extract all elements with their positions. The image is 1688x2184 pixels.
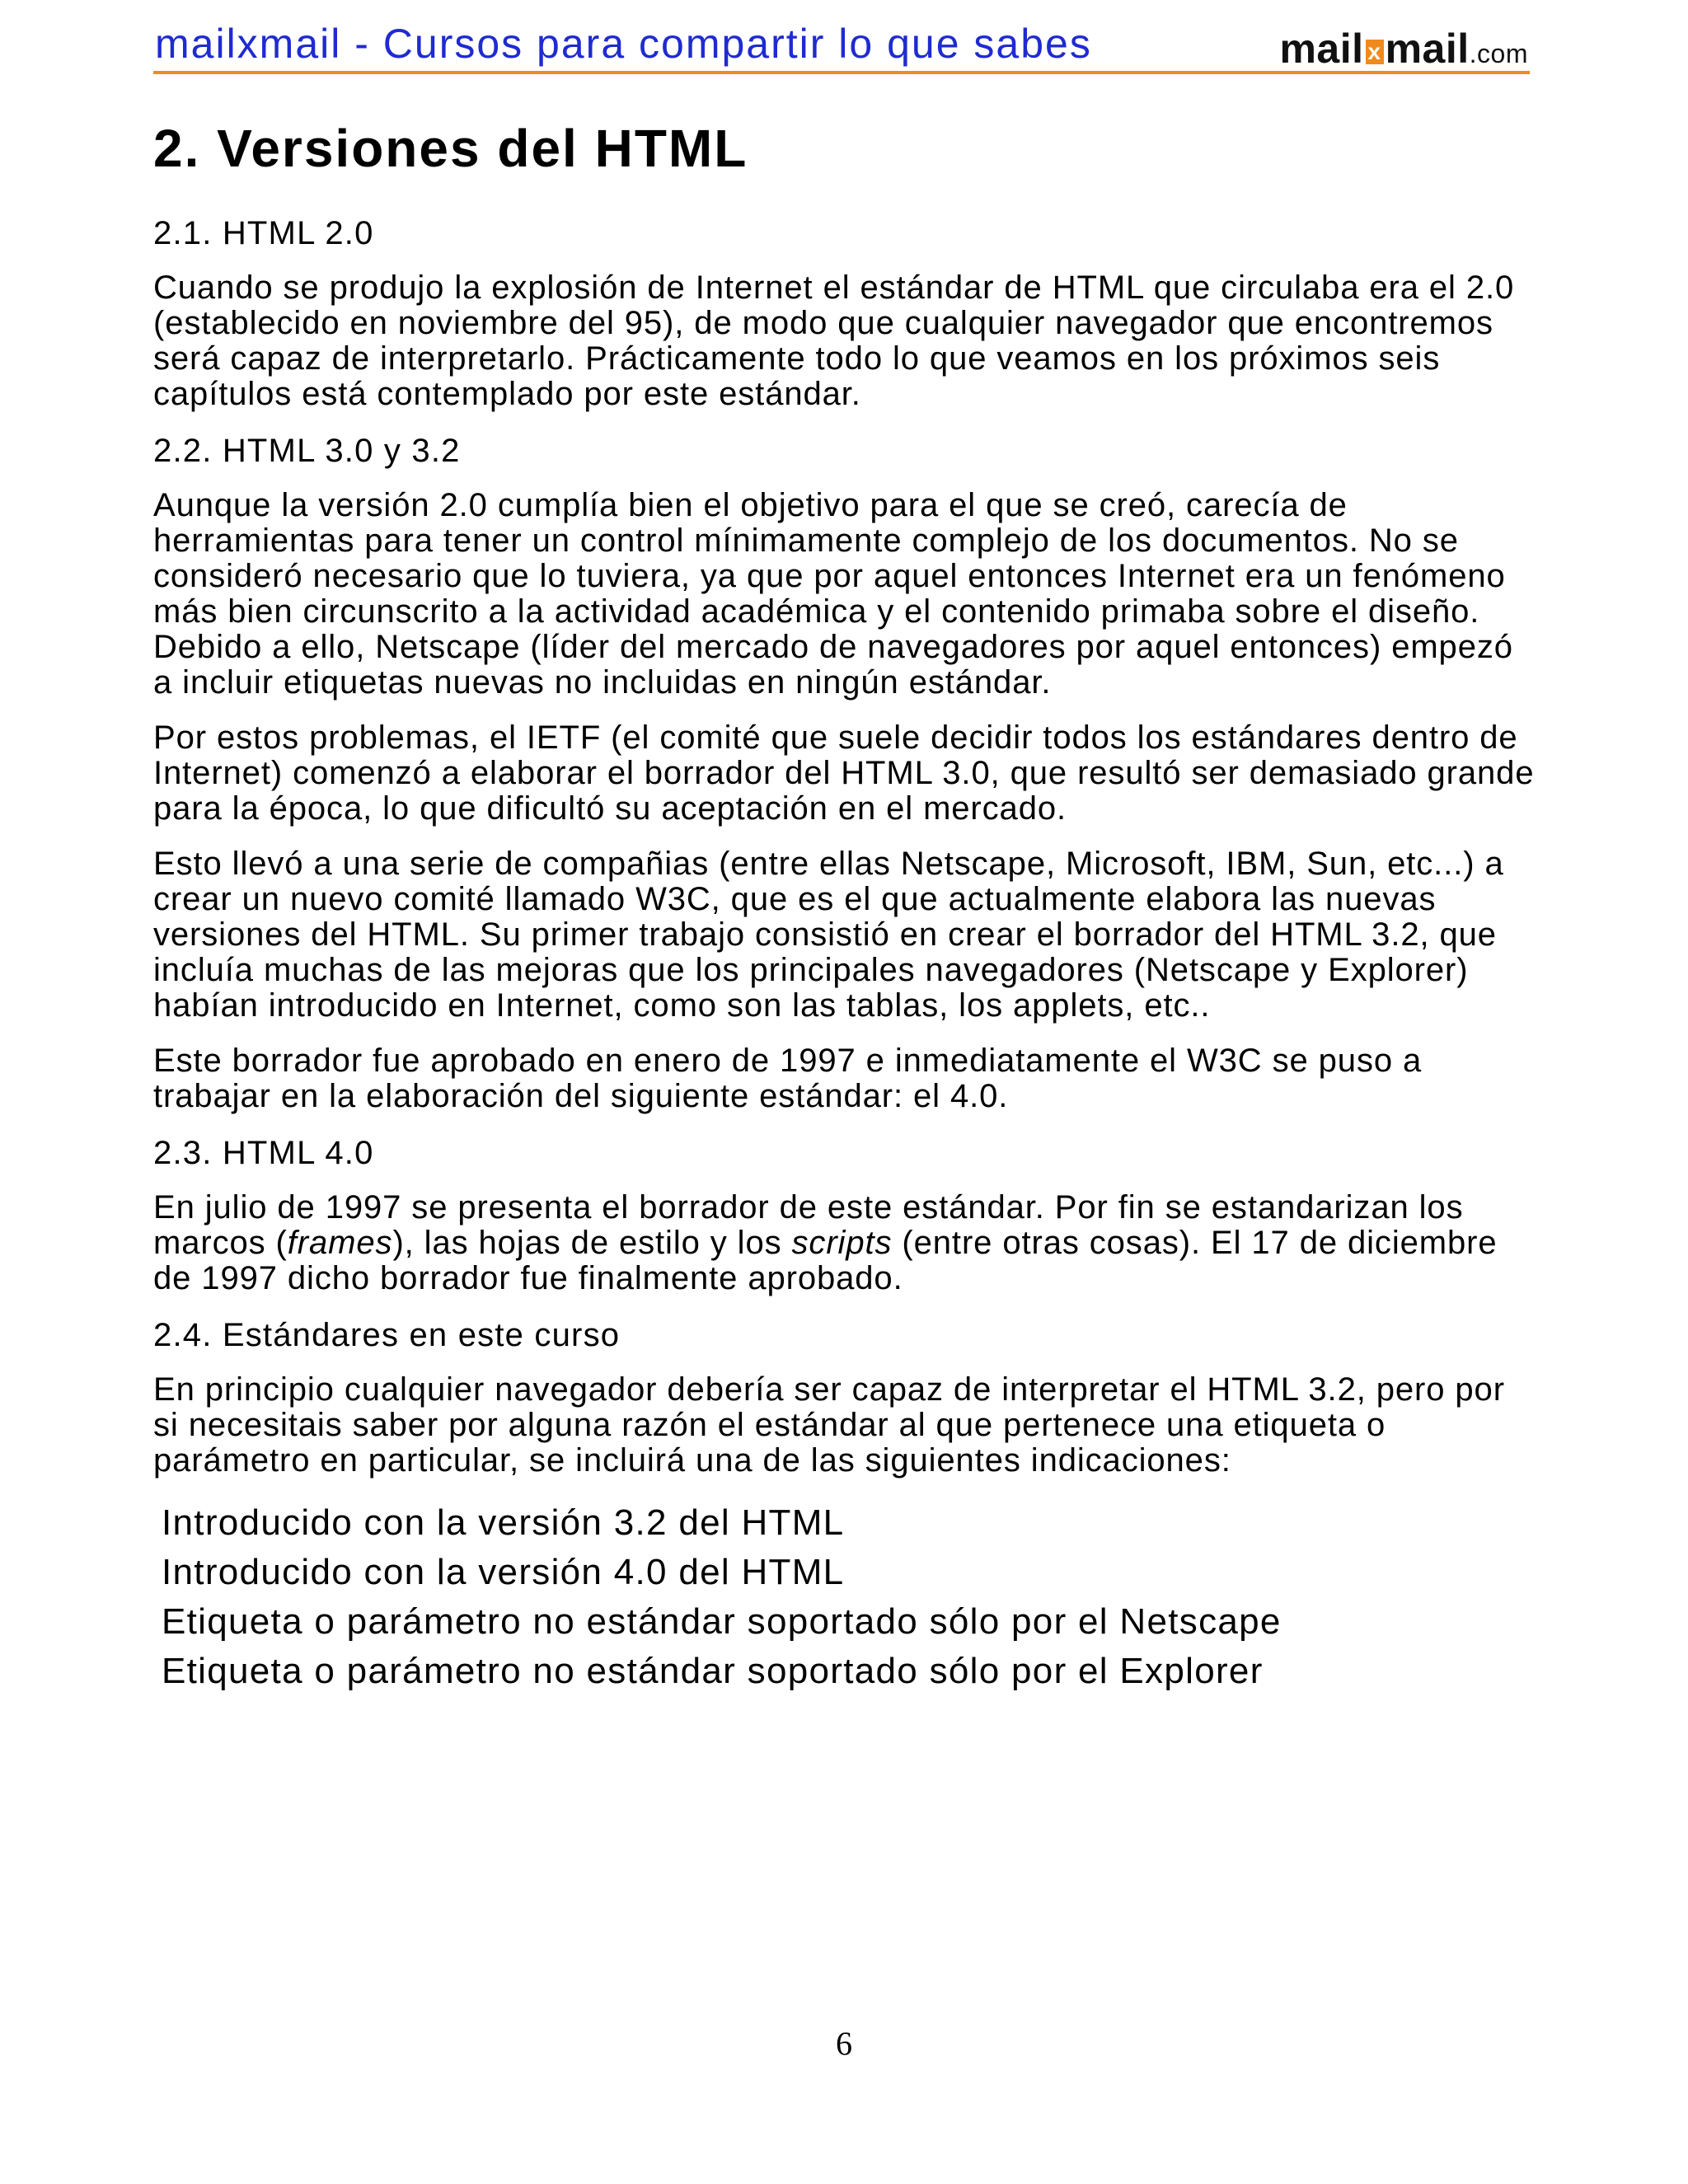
paragraph: Este borrador fue aprobado en enero de 1997 e inmediatamente el W3C se puso a trabajar en la elaboración del siguiente estándar: el 4.0. <box>153 1043 1423 1114</box>
page-number: 6 <box>836 2025 852 2062</box>
document-body <box>153 115 1538 1696</box>
logo-suffix: .com <box>1469 39 1528 68</box>
list-item: Introducido con la versión 3.2 del HTML <box>162 1502 845 1543</box>
paragraph: Aunque la versión 2.0 cumplía bien el objetivo para el que se creó, carecía de herramientas para tener un control mínimamente complejo de los documentos. No se consideró necesario que lo tuviera, ya que por aquel entonces Internet era un fenómeno más bien circunscrito a la actividad académica y el contenido primaba sobre el diseño. Debido a ello, Netscape (líder del mercado de navegadores por aquel entonces) empezó a incluir etiquetas nuevas no incluidas en ningún estándar. <box>153 487 1513 701</box>
paragraph: En principio cualquier navegador debería ser capaz de interpretar el HTML 3.2, pero por si necesitais saber por alguna razón el estándar al que pertenece una etiqueta o parámetro en particular, se incluirá una de las siguientes indicaciones: <box>153 1371 1505 1479</box>
mailxmail-logo[interactable] <box>1279 28 1528 74</box>
italic-term-scripts: scripts <box>791 1225 893 1261</box>
indications-list <box>162 1498 1538 1696</box>
paragraph: Cuando se produjo la explosión de Internet el estándar de HTML que circulaba era el 2.0 (establecido en noviembre del 95), de modo que cualquier navegador que encontremos será capaz de interpretarlo. Prácticamente todo lo que veamos en los próximos seis capítulos está contemplado por este estándar. <box>153 269 1515 412</box>
logo-x-mark: x <box>1366 40 1384 64</box>
logo-text-right: mail <box>1385 26 1470 72</box>
paragraph-text: (entre otras cosas). El 17 de diciembre de 1997 dicho borrador fue finalmente aprobado. <box>153 1225 1498 1296</box>
section-heading-2-3: 2.3. HTML 4.0 <box>153 1135 374 1171</box>
section-heading-2-1: 2.1. HTML 2.0 <box>153 215 374 251</box>
page-title: 2. Versiones del HTML <box>153 119 748 178</box>
paragraph-text: ), las hojas de estilo y los <box>392 1225 792 1261</box>
header-title[interactable]: mailxmail - Cursos para compartir lo que sabes <box>155 21 1092 67</box>
italic-term-frames: frames <box>287 1225 393 1261</box>
paragraph: Esto llevó a una serie de compañias (entre ellas Netscape, Microsoft, IBM, Sun, etc...) a crear un nuevo comité llamado W3C, que es el que actualmente elabora las nuevas versiones del HTML. Su primer trabajo consistió en crear el borrador del HTML 3.2, que incluía muchas de las mejoras que los principales navegadores (Netscape y Explorer) habían introducido en Internet, como son las tablas, los applets, etc.. <box>153 846 1504 1024</box>
page-header <box>153 18 1530 74</box>
list-item: Etiqueta o parámetro no estándar soportado sólo por el Explorer <box>162 1651 1264 1691</box>
section-heading-2-4: 2.4. Estándares en este curso <box>153 1317 621 1353</box>
paragraph: Por estos problemas, el IETF (el comité que suele decidir todos los estándares dentro de Internet) comenzó a elaborar el borrador del HTML 3.0, que resultó ser demasiado grande para la época, lo que dificultó su aceptación en el mercado. <box>153 719 1535 827</box>
section-heading-2-2: 2.2. HTML 3.0 y 3.2 <box>153 433 461 469</box>
list-item: Etiqueta o parámetro no estándar soportado sólo por el Netscape <box>162 1601 1282 1642</box>
list-item: Introducido con la versión 4.0 del HTML <box>162 1552 845 1592</box>
paragraph-text: En julio de 1997 se presenta el borrador de este estándar. Por fin se estandarizan los marcos ( <box>153 1189 1464 1261</box>
paragraph <box>153 1190 1538 1296</box>
logo-text-left: mail <box>1279 26 1364 72</box>
